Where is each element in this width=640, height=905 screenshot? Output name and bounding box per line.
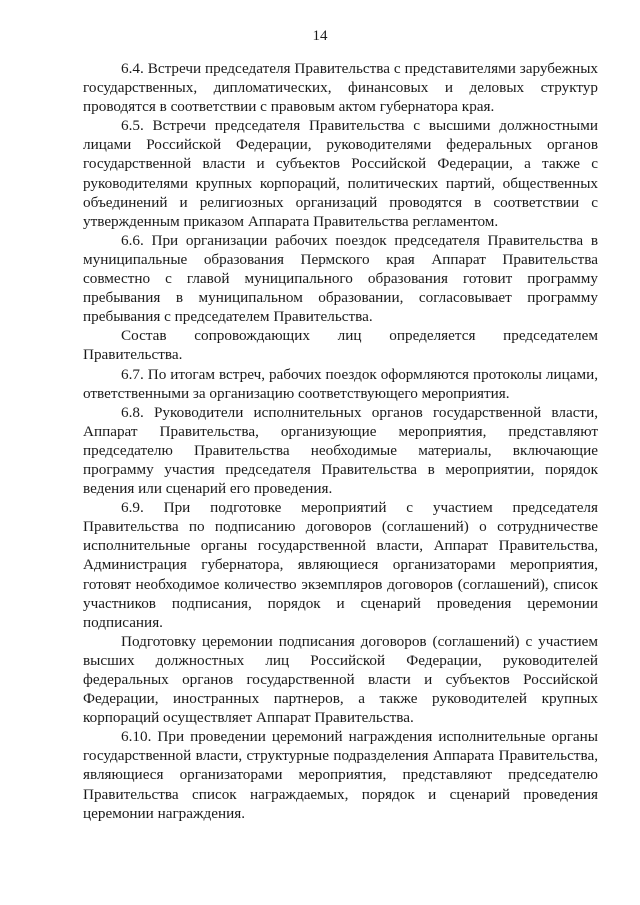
document-body	[83, 59, 598, 823]
paragraph-6-5: 6.5. Встречи председателя Правительства с высшими должностными лицами Российской Федерации, руководителями федеральных органов государственной власти и субъектов Российской Федерации, а также с руководителями крупных корпораций, политических партий, общественных объединений и религиозных организаций проводятся в соответствии с утвержденным приказом Аппарата Правительства регламентом.	[83, 117, 598, 230]
page-number: 14	[312, 28, 328, 44]
paragraph-6-4: 6.4. Встречи председателя Правительства с представителями зарубежных государственных, дипломатических, финансовых и деловых структур проводятся в соответствии с правовым актом губернатора края.	[83, 60, 598, 116]
paragraph-6-10: 6.10. При проведении церемоний награждения исполнительные органы государственной власти, структурные подразделения Аппарата Правительства, являющиеся организаторами мероприятия, представляют председателю Правительства список награждаемых, порядок и сценарий проведения церемонии награждения.	[83, 728, 598, 822]
paragraph-6-8: 6.8. Руководители исполнительных органов государственной власти, Аппарат Правительства, организующие мероприятия, представляют председателю Правительства необходимые материалы, включающие программу участия председателя Правительства в мероприятии, порядок ведения или сценарий его проведения.	[83, 403, 598, 498]
paragraph-6-6-escort: Состав сопровождающих лиц определяется председателем Правительства.	[83, 327, 598, 364]
paragraph-6-7: 6.7. По итогам встреч, рабочих поездок оформляются протоколы лицами, ответственными за организацию соответствующего мероприятия.	[83, 365, 598, 402]
paragraph-6-9: 6.9. При подготовке мероприятий с участием председателя Правительства по подписанию договоров (соглашений) о сотрудничестве исполнительные органы государственной власти, Аппарат Правительства, Администрация губернатора, являющиеся организаторами мероприятия, готовят необходимое количество экземпляров договоров (соглашений), список участников подписания, порядок и сценарий проведения церемонии подписания.	[83, 499, 598, 631]
paragraph-6-9-ceremony: Подготовку церемонии подписания договоров (соглашений) с участием высших должностных лиц Российской Федерации, руководителей федеральных органов государственной власти и субъектов Российской Федерации, иностранных партнеров, а также руководителей крупных корпораций осуществляет Аппарат Правительства.	[83, 632, 598, 727]
paragraph-6-6: 6.6. При организации рабочих поездок председателя Правительства в муниципальные образования Пермского края Аппарат Правительства совместно с главой муниципального образования готовит программу пребывания в муниципальном образовании, согласовывает программу пребывания с председателем Правительства.	[83, 231, 598, 326]
